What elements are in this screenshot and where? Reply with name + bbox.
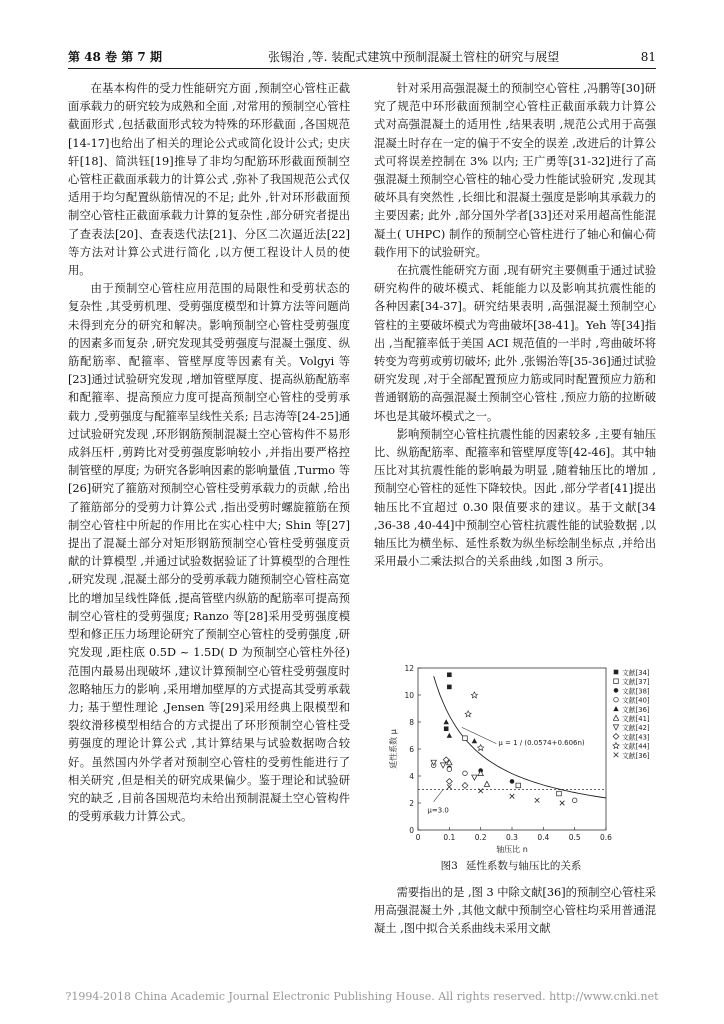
- data-point: [440, 763, 445, 768]
- page-number: 81: [640, 50, 656, 64]
- data-point: [444, 719, 449, 724]
- legend-label: 文献[36]: [622, 751, 650, 760]
- x-tick-label: 0.2: [474, 833, 487, 842]
- right-column: [374, 80, 656, 571]
- data-point: [516, 783, 521, 788]
- data-point: [463, 736, 468, 741]
- data-point: [462, 783, 468, 789]
- legend-label: 文献[36]: [622, 705, 650, 714]
- data-point: [463, 771, 468, 776]
- y-tick-label: 0: [409, 826, 414, 835]
- y-tick-label: 10: [404, 691, 414, 700]
- x-tick-label: 0.5: [568, 833, 581, 842]
- legend-label: 文献[41]: [622, 715, 650, 723]
- figure-caption-text: 延性系数与轴压比的关系: [465, 860, 582, 872]
- right-paragraph-2: 在抗震性能研究方面 ,现有研究主要侧重于通过试验研究构件的破坏模式、耗能能力以及影响其抗震性能的各种因素[34-37]。研究结果表明 ,高强混凝土预制空心管柱的主要破坏模式为弯曲破坏[38-41]。Yeh 等[34]指出 ,当配箍率低于美国 ACI 规范值的一半时 ,弯曲破坏将转变为弯剪或剪切破坏; 此外 ,张锡治等[35-36]通过试验研究发现 ,对于全部配置预应力筋或同时配置预应力筋和普通钢筋的高强混凝土预制空心管柱 ,预应力筋的拉断破坏也是其破坏模式之一。: [374, 264, 656, 423]
- y-tick-label: 2: [409, 799, 414, 808]
- data-point: [447, 733, 452, 738]
- legend-label: 文献[43]: [622, 733, 650, 742]
- data-point: [614, 688, 619, 693]
- data-point: [471, 692, 477, 698]
- data-point: [614, 679, 619, 684]
- data-point: [614, 697, 619, 702]
- legend-label: 文献[34]: [622, 669, 650, 677]
- data-point: [613, 725, 618, 730]
- y-tick-label: 6: [409, 745, 414, 754]
- right-column-continued: [374, 884, 656, 939]
- data-point: [510, 779, 515, 784]
- data-point: [535, 798, 540, 803]
- running-header: [68, 46, 656, 66]
- series-1: [444, 668, 650, 731]
- data-point: [447, 767, 452, 772]
- left-column: [68, 80, 350, 826]
- legend-label: 文献[44]: [622, 742, 650, 751]
- data-point: [478, 789, 483, 794]
- data-point: [613, 743, 619, 749]
- right-paragraph-1: 针对采用高强混凝土的预制空心管柱 ,冯鹏等[30]研究了规范中环形截面预制空心管柱正截面承载力计算公式对高强混凝土的适用性 ,结果表明 ,规范公式用于高强混凝土时存在一定的偏于不安全的误差 ,改进后的计算公式可将误差控制在 3% 以内; 王广勇等[31-32]进行了高强混凝土预制空心管柱的轴心受力性能试验研究 ,发现其破坏具有突然性 ,长细比和混凝土强度是影响其承载力的主要因素; 此外 ,部分国外学者[33]还对采用超高性能混凝土( UHPC) 制作的预制空心管柱进行了轴心和偏心荷载作用下的试验研究。: [374, 82, 656, 259]
- x-axis-label: 轴压比 n: [496, 845, 528, 854]
- article-title: 张锡治 ,等. 装配式建筑中预制混凝土管柱的研究与展望: [268, 50, 560, 64]
- fit-formula-label: μ = 1 / (0.0574+0.606n): [498, 738, 585, 747]
- x-tick-label: 0.4: [537, 833, 550, 842]
- figure-3-chart: [374, 662, 656, 872]
- data-point: [478, 745, 484, 751]
- y-axis-label: 延性系数 μ: [389, 729, 398, 769]
- data-point: [447, 685, 452, 690]
- x-tick-label: 0: [415, 833, 421, 842]
- legend-label: 文献[42]: [622, 724, 650, 733]
- copyright-footer: ?1994-2018 China Academic Journal Electronic Publishing House. All rights reserved. http://www.cnki.net: [65, 990, 659, 1003]
- series-5: [444, 705, 650, 743]
- series-10: [447, 751, 650, 806]
- left-paragraph-2: 由于预制空心管柱应用范围的局限性和受剪状态的复杂性 ,其受剪机理、受剪强度模型和计算方法等问题尚未得到充分的研究和解决。影响预制空心管柱受剪强度的因素多而复杂 ,研究发现其受剪强度与混凝土强度、纵筋配筋率、配箍率、管壁厚度等因素有关。Volgyi 等[23]通过试验研究发现 ,增加管壁厚度、提高纵筋配筋率和配箍率、提高预应力度可提高预制空心管柱的受剪承载力 ,受剪强度与配箍率呈线性关系; 吕志涛等[24-25]通过试验研究发现 ,环形钢筋预制混凝土空心管构件不易形成斜压杆 ,剪跨比对受剪强度影响较小 ,并指出要严格控制管壁的厚度; 为研究各影响因素的影响量值 ,Turmo 等[26]研究了箍筋对预制空心管柱受剪承载力的贡献 ,给出了箍筋部分的受剪力计算公式 ,指出受剪时螺旋箍筋在预制空心管柱中所起的作用比在实心柱中大; Shin 等[27]提出了混凝土部分对矩形钢筋预制空心管柱受剪强度贡献的计算模型 ,并通过试验数据验证了计算模型的合理性 ,研究发现 ,混凝土部分的受剪承载力随预制空心管柱高宽比的增加呈线性降低 ,提高管壁内纵筋的配筋率可提高预制空心管柱的受剪强度; Ranzo 等[28]采用受剪强度模型和修正压力场理论研究了预制空心管柱的受剪强度 ,研究发现 ,距柱底 0.5D ~ 1.5D( D 为预制空心管柱外径) 范围内最易出现破坏 ,建议计算预制空心管柱受剪强度时忽略轴压力的影响 ,采用增加壁厚的方式提高其受剪承载力; 基于塑性理论 ,Jensen 等[29]采用经典上限模型和裂纹滑移模型相结合的方式提出了环形预制空心管柱受剪强度的理论计算公式 ,其计算结果与试验数据吻合较好。虽然国内外学者对预制空心管柱的受剪性能进行了相关研究 ,但是相关的研究成果偏少。鉴于理论和试验研究的缺乏 ,目前各国规范均未给出预制混凝土空心管构件的受剪承载力计算公式。: [68, 282, 350, 824]
- x-tick-label: 0.3: [506, 833, 518, 842]
- data-point: [614, 753, 619, 758]
- fit-curve: [434, 676, 606, 798]
- threshold-pointer: [434, 790, 443, 802]
- header-rule: [68, 68, 656, 69]
- data-point: [557, 791, 562, 796]
- right-paragraph-4: 需要指出的是 ,图 3 中除文献[36]的预制空心管柱采用高强混凝土外 ,其他文献中预制空心管柱均采用普通混凝土 ,图中拟合关系曲线未采用文献: [374, 886, 656, 936]
- y-tick-label: 8: [409, 718, 414, 727]
- y-tick-label: 4: [409, 772, 414, 781]
- threshold-label: μ=3.0: [427, 806, 449, 815]
- data-point: [510, 794, 515, 799]
- legend-label: 文献[40]: [622, 696, 650, 705]
- data-point: [560, 801, 565, 806]
- data-point: [447, 785, 452, 790]
- data-point: [613, 706, 618, 711]
- right-paragraph-3: 影响预制空心管柱抗震性能的因素较多 ,主要有轴压比、纵筋配筋率、配箍率和管壁厚度等[42-46]。其中轴压比对其抗震性能的影响最为明显 ,随着轴压比的增加 ,预制空心管柱的延性下降较快。因此 ,部分学者[41]提出轴压比不宜超过 0.30 限值要求的建议。基于文献[34 ,36-38 ,40-44]中预制空心管柱抗震性能的试验数据 ,以轴压比为横坐标、延性系数为纵坐标绘制坐标点 ,并给出采用最小二乘法拟合的关系曲线 ,如图 3 所示。: [374, 427, 656, 569]
- x-tick-label: 0.6: [600, 833, 612, 842]
- data-point: [446, 779, 452, 785]
- figure-label: 图3: [440, 860, 458, 872]
- x-tick-label: 0.1: [443, 833, 456, 842]
- legend-label: 文献[37]: [622, 678, 650, 687]
- data-point: [465, 711, 471, 717]
- data-point: [613, 715, 618, 720]
- y-tick-label: 12: [404, 664, 414, 673]
- issue-label: 第 48 卷 第 7 期: [68, 50, 162, 64]
- data-point: [447, 672, 452, 677]
- data-point: [472, 775, 477, 780]
- data-point: [614, 670, 619, 675]
- data-point: [613, 734, 619, 740]
- data-point: [484, 781, 489, 786]
- left-paragraph-1: 在基本构件的受力性能研究方面 ,预制空心管柱正截面承载力的研究较为成熟和全面 ,对常用的预制空心管柱截面形式 ,包括截面形式较为特殊的环形截面 ,各国规范[14-17]也给出了相关的理论公式或简化设计公式; 史庆轩[18]、简洪钰[19]推导了非均匀配筋环形截面预制空心管柱正截面承载力的计算公式 ,弥补了我国规范公式仅适用于均匀配置纵筋情况的不足; 此外 ,针对环形截面预制空心管柱正截面承载力计算的复杂性 ,部分研究者提出了查表法[20]、查表迭代法[21]、分区二次逼近法[22]等方法对计算公式进行简化 ,以方便工程设计人员的使用。: [68, 82, 350, 278]
- legend-label: 文献[38]: [622, 687, 650, 696]
- figure-caption: [374, 858, 656, 873]
- data-point: [572, 798, 577, 803]
- data-point: [444, 726, 449, 731]
- data-point: [472, 738, 477, 743]
